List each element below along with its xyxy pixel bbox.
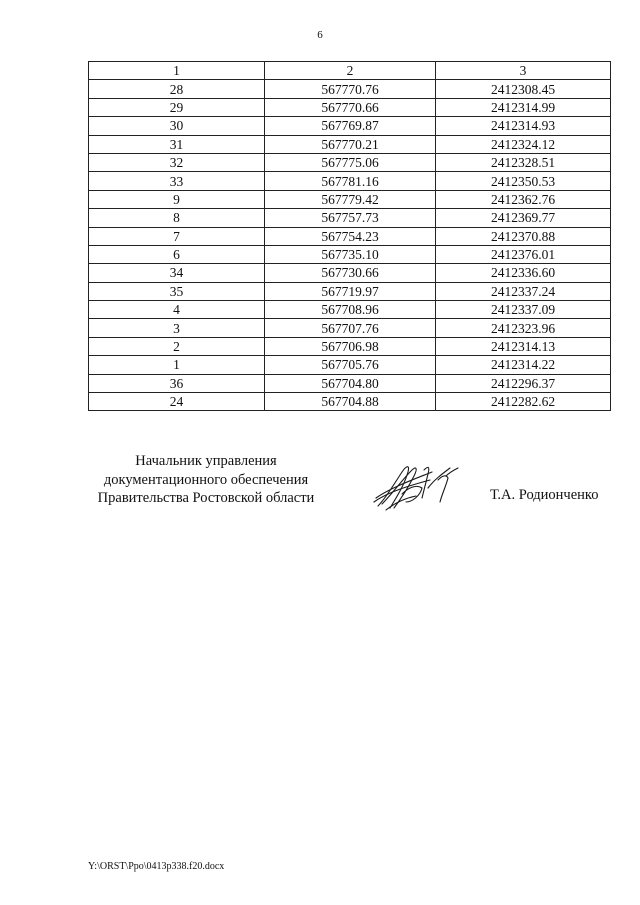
table-cell: 2412323.96 xyxy=(436,319,611,337)
table-cell: 2412376.01 xyxy=(436,245,611,263)
table-cell: 567779.42 xyxy=(265,190,436,208)
table-cell: 567719.97 xyxy=(265,282,436,300)
table-row xyxy=(89,135,611,153)
table-cell: 35 xyxy=(89,282,265,300)
table-row xyxy=(89,245,611,263)
table-body xyxy=(89,80,611,411)
table-cell: 29 xyxy=(89,98,265,116)
table-cell: 2412336.60 xyxy=(436,264,611,282)
table-cell: 7 xyxy=(89,227,265,245)
table-cell: 567769.87 xyxy=(265,117,436,135)
table-cell: 1 xyxy=(89,356,265,374)
table-cell: 31 xyxy=(89,135,265,153)
table-cell: 567735.10 xyxy=(265,245,436,263)
table-row xyxy=(89,301,611,319)
table-cell: 2412337.09 xyxy=(436,301,611,319)
table-cell: 36 xyxy=(89,374,265,392)
page-number: 6 xyxy=(317,29,323,41)
table-cell: 2412314.13 xyxy=(436,337,611,355)
table-cell: 567781.16 xyxy=(265,172,436,190)
table-cell: 2412282.62 xyxy=(436,393,611,411)
position-line: Начальник управления xyxy=(135,453,277,469)
table-cell: 567704.80 xyxy=(265,374,436,392)
table-cell: 2412314.99 xyxy=(436,98,611,116)
signatory-name: Т.А. Родионченко xyxy=(490,487,599,503)
table-cell: 567705.76 xyxy=(265,356,436,374)
column-header: 1 xyxy=(89,62,265,80)
table-cell: 567770.66 xyxy=(265,98,436,116)
column-header: 2 xyxy=(265,62,436,80)
handwritten-signature xyxy=(372,458,462,512)
table-row xyxy=(89,190,611,208)
table-cell: 2412314.93 xyxy=(436,117,611,135)
table-cell: 567770.21 xyxy=(265,135,436,153)
table-cell: 567754.23 xyxy=(265,227,436,245)
table-cell: 567757.73 xyxy=(265,209,436,227)
table-cell: 30 xyxy=(89,117,265,135)
table-cell: 24 xyxy=(89,393,265,411)
table-cell: 2412362.76 xyxy=(436,190,611,208)
table-row xyxy=(89,172,611,190)
table-cell: 567775.06 xyxy=(265,153,436,171)
table-row xyxy=(89,356,611,374)
table-row xyxy=(89,209,611,227)
table-cell: 567730.66 xyxy=(265,264,436,282)
table-row xyxy=(89,337,611,355)
position-line: Правительства Ростовской области xyxy=(97,490,315,506)
table-cell: 2412369.77 xyxy=(436,209,611,227)
table-cell: 3 xyxy=(89,319,265,337)
table-row xyxy=(89,227,611,245)
table-cell: 8 xyxy=(89,209,265,227)
table-row xyxy=(89,98,611,116)
table-cell: 2412337.24 xyxy=(436,282,611,300)
table-cell: 2412308.45 xyxy=(436,80,611,98)
table-row xyxy=(89,153,611,171)
table-cell: 2412350.53 xyxy=(436,172,611,190)
table-header-row xyxy=(89,62,611,80)
table-cell: 2412324.12 xyxy=(436,135,611,153)
position-line: документационного обеспечения xyxy=(103,471,309,488)
table-row xyxy=(89,374,611,392)
table-cell: 567706.98 xyxy=(265,337,436,355)
table-cell: 32 xyxy=(89,153,265,171)
table-cell: 33 xyxy=(89,172,265,190)
coordinates-table xyxy=(88,61,611,411)
table-row xyxy=(89,117,611,135)
table-cell: 2412328.51 xyxy=(436,153,611,171)
table-row xyxy=(89,264,611,282)
signatory-position xyxy=(86,452,326,508)
table-cell: 567708.96 xyxy=(265,301,436,319)
table-cell: 567704.88 xyxy=(265,393,436,411)
table-row xyxy=(89,80,611,98)
column-header: 3 xyxy=(436,62,611,80)
table-cell: 567707.76 xyxy=(265,319,436,337)
table-cell: 2 xyxy=(89,337,265,355)
table-cell: 2412296.37 xyxy=(436,374,611,392)
table-cell: 2412314.22 xyxy=(436,356,611,374)
table-row xyxy=(89,393,611,411)
table-row xyxy=(89,319,611,337)
file-path: Y:\ORST\Ppo\0413p338.f20.docx xyxy=(88,861,225,872)
table-cell: 2412370.88 xyxy=(436,227,611,245)
table-cell: 28 xyxy=(89,80,265,98)
table-cell: 9 xyxy=(89,190,265,208)
table-cell: 34 xyxy=(89,264,265,282)
table-cell: 567770.76 xyxy=(265,80,436,98)
table-row xyxy=(89,282,611,300)
table-cell: 6 xyxy=(89,245,265,263)
table-cell: 4 xyxy=(89,301,265,319)
